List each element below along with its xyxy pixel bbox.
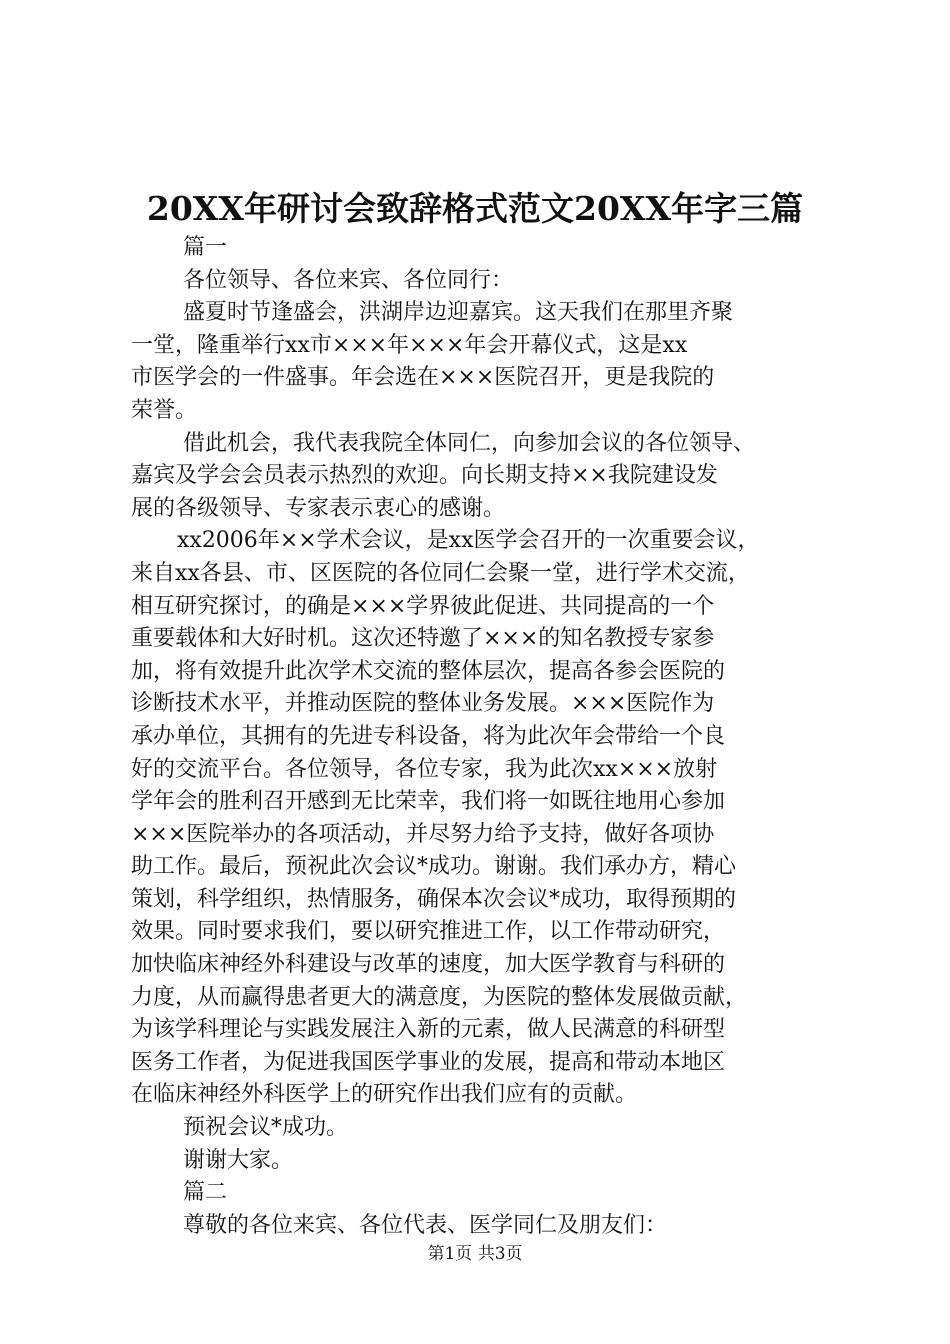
section-heading-1: 篇一 bbox=[183, 235, 228, 260]
paragraph-line: 为该学科理论与实践发展注入新的元素，做人民满意的科研型 bbox=[131, 1017, 726, 1043]
paragraph-line: 医务工作者，为促进我国医学事业的发展，提高和带动本地区 bbox=[131, 1049, 726, 1075]
paragraph-line: 市医学会的一件盛事。年会选在×××医院召开，更是我院的 bbox=[131, 365, 715, 391]
closing-line: 预祝会议*成功。 bbox=[183, 1115, 349, 1141]
salutation-1: 各位领导、各位来宾、各位同行： bbox=[183, 267, 514, 293]
paragraph-line: 助工作。最后，预祝此次会议*成功。谢谢。我们承办方，精心 bbox=[131, 854, 737, 880]
paragraph-line: 好的交流平台。各位领导，各位专家，我为此次xx×××放射 bbox=[131, 756, 718, 782]
paragraph-line: 加快临床神经外科建设与改革的速度，加大医学教育与科研的 bbox=[131, 952, 726, 978]
paragraph-line: 一堂，隆重举行xx市×××年×××年会开幕仪式，这是xx bbox=[131, 332, 688, 358]
paragraph-line: 重要载体和大好时机。这次还特邀了×××的知名教授专家参 bbox=[131, 626, 715, 652]
paragraph-line: 盛夏时节逢盛会，洪湖岸边迎嘉宾。这天我们在那里齐聚 bbox=[183, 300, 734, 326]
paragraph-line: 嘉宾及学会会员表示热烈的欢迎。向长期支持××我院建设发 bbox=[131, 463, 718, 489]
section-heading-2: 篇二 bbox=[183, 1180, 228, 1206]
paragraph-line: 力度，从而赢得患者更大的满意度，为医院的整体发展做贡献， bbox=[131, 984, 748, 1010]
paragraph-line: 策划，科学组织，热情服务，确保本次会议*成功，取得预期的 bbox=[131, 886, 737, 912]
paragraph-line: 加，将有效提升此次学术交流的整体层次，提高各参会医院的 bbox=[131, 658, 726, 684]
document-body bbox=[131, 232, 831, 1242]
document-title: 20XX年研讨会致辞格式范文20XX年字三篇 bbox=[146, 189, 804, 228]
paragraph-line: 在临床神经外科医学上的研究作出我们应有的贡献。 bbox=[131, 1082, 638, 1108]
paragraph-line: ×××医院举办的各项活动，并尽努力给予支持，做好各项协 bbox=[131, 821, 715, 847]
paragraph-line: 学年会的胜利召开感到无比荣幸，我们将一如既往地用心参加 bbox=[131, 789, 726, 815]
paragraph-line: 荣誉。 bbox=[131, 397, 198, 423]
paragraph-line: 借此机会，我代表我院全体同仁，向参加会议的各位领导、 bbox=[183, 430, 756, 456]
paragraph-line: 来自xx各县、市、区医院的各位同仁会聚一堂，进行学术交流， bbox=[131, 560, 750, 586]
paragraph-line: 效果。同时要求我们，要以研究推进工作，以工作带动研究， bbox=[131, 919, 726, 945]
closing-line: 谢谢大家。 bbox=[183, 1147, 294, 1173]
salutation-2: 尊敬的各位来宾、各位代表、医学同仁及朋友们： bbox=[183, 1212, 668, 1238]
page-indicator: 第1页 共3页 bbox=[427, 1244, 523, 1264]
paragraph-line: xx2006年××学术会议，是xx医学会召开的一次重要会议， bbox=[177, 528, 760, 554]
paragraph-line: 展的各级领导、专家表示衷心的感谢。 bbox=[131, 495, 506, 521]
paragraph-line: 承办单位，其拥有的先进专科设备，将为此次年会带给一个良 bbox=[131, 723, 726, 749]
paragraph-line: 诊断技术水平，并推动医院的整体业务发展。×××医院作为 bbox=[131, 691, 715, 717]
paragraph-line: 相互研究探讨，的确是×××学界彼此促进、共同提高的一个 bbox=[131, 593, 715, 619]
